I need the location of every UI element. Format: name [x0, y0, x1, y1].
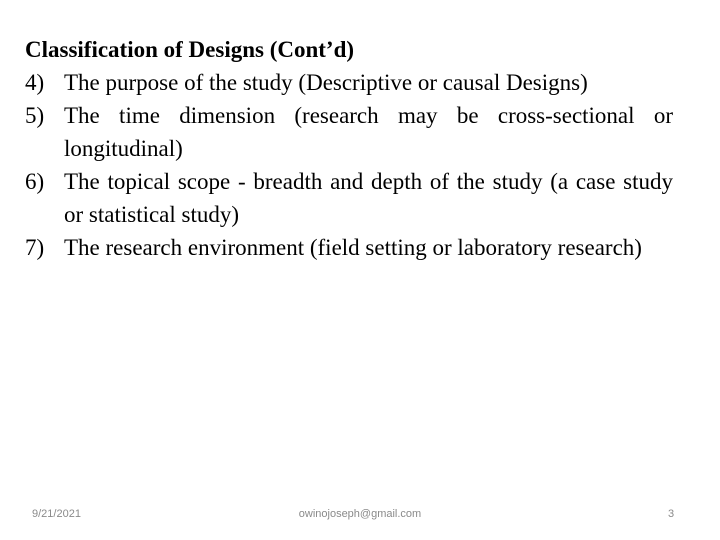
item-number: 6)	[25, 169, 45, 194]
item-number: 5)	[25, 103, 45, 128]
item-list	[25, 66, 673, 264]
item-text: The research environment (field setting or laboratory research)	[64, 235, 642, 260]
list-item	[25, 165, 673, 231]
item-text: The topical scope - breadth and depth of the study (a case study or statistical study)	[64, 169, 673, 227]
list-item	[25, 99, 673, 165]
slide-title: Classification of Designs (Cont’d)	[25, 37, 355, 62]
item-number: 4)	[25, 70, 45, 95]
list-item	[25, 231, 673, 264]
item-text: The purpose of the study (Descriptive or causal Designs)	[64, 70, 588, 95]
footer-page-number: 3	[668, 508, 675, 520]
footer-email: owinojoseph@gmail.com	[298, 508, 422, 520]
footer-date: 9/21/2021	[32, 508, 81, 520]
slide-content	[25, 34, 673, 264]
item-text: The time dimension (research may be cross-sectional or longitudinal)	[64, 103, 673, 161]
item-number: 7)	[25, 235, 45, 260]
list-item	[25, 66, 673, 99]
